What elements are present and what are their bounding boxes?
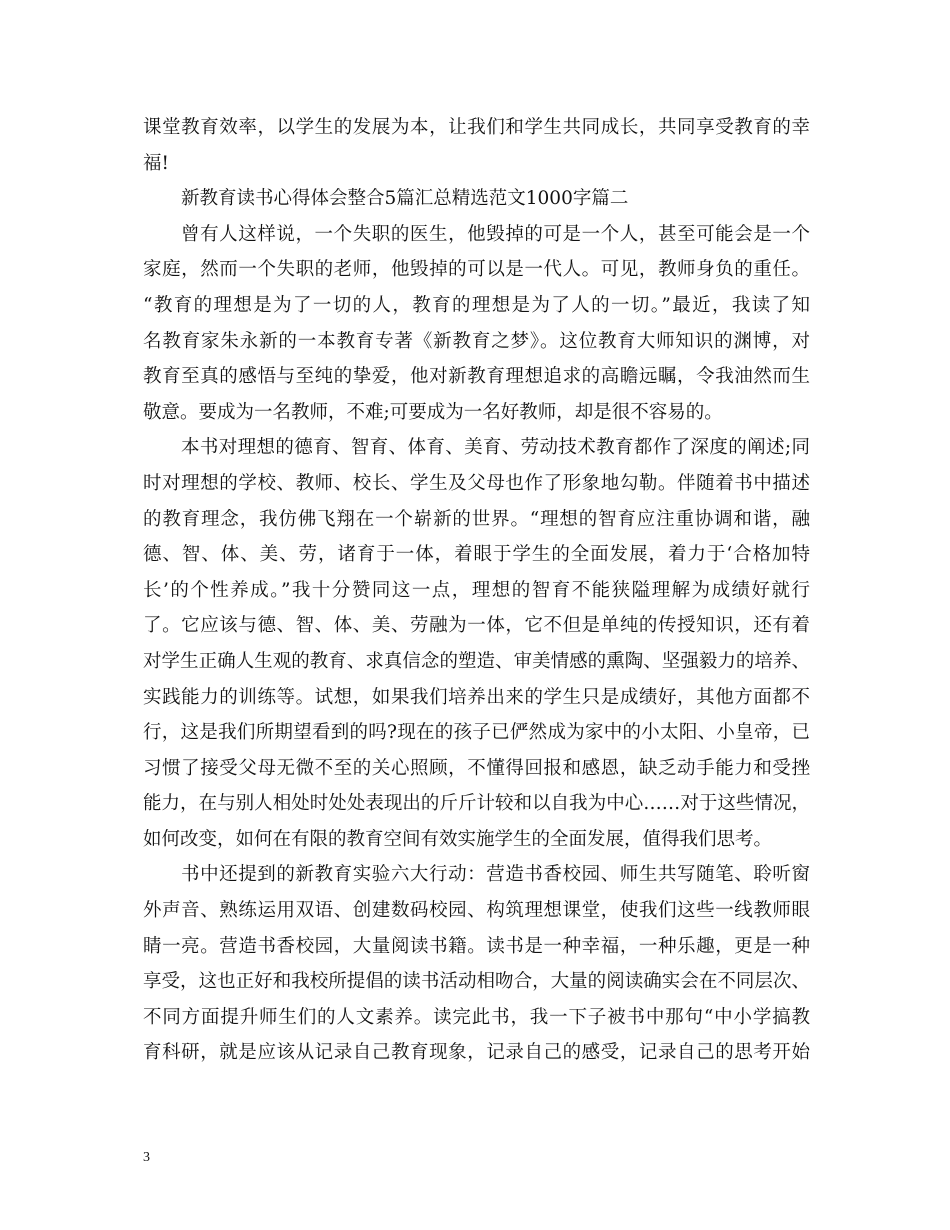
text-line: 享受，这也正好和我校所提倡的读书活动相吻合，大量的阅读确实会在不同层次、 [143, 971, 810, 993]
paragraph [143, 110, 810, 181]
text-line: 本书对理想的德育、智育、体育、美育、劳动技术教育都作了深度的阐述;同 [181, 437, 810, 459]
text-line: 名教育家朱永新的一本教育专著《新教育之梦》。这位教育大师知识的渊博，对 [143, 330, 810, 352]
text-line: 了。它应该与德、智、体、美、劳融为一体，它不但是单纯的传授知识，还有着 [143, 615, 810, 637]
paragraph [143, 857, 810, 1071]
text-line: “教育的理想是为了一切的人，教育的理想是为了人的一切。”最近，我读了知 [143, 294, 810, 316]
text-line: 时对理想的学校、教师、校长、学生及父母也作了形象地勾勒。伴随着书中描述 [143, 472, 810, 494]
text-line: 睛一亮。营造书香校园，大量阅读书籍。读书是一种幸福，一种乐趣，更是一种 [143, 935, 810, 957]
text-line: 的教育理念，我仿佛飞翔在一个崭新的世界。“理想的智育应注重协调和谐，融 [143, 508, 810, 530]
text-line: 新教育读书心得体会整合5篇汇总精选范文1000字篇二 [181, 188, 629, 210]
text-line: 习惯了接受父母无微不至的关心照顾，不懂得回报和感恩，缺乏动手能力和受挫 [143, 757, 810, 779]
paragraph [143, 217, 810, 431]
text-line: 能力，在与别人相处时处处表现出的斤斤计较和以自我为中心……对于这些情况， [143, 793, 810, 815]
text-line: 对学生正确人生观的教育、求真信念的塑造、审美情感的熏陶、坚强毅力的培养、 [143, 650, 810, 672]
text-line: 如何改变，如何在有限的教育空间有效实施学生的全面发展，值得我们思考。 [143, 828, 773, 850]
text-line: 家庭，然而一个失职的老师，他毁掉的可以是一代人。可见，教师身负的重任。 [143, 259, 810, 281]
document-body [143, 110, 810, 1071]
page-number: 3 [143, 1150, 150, 1165]
text-line: 教育至真的感悟与至纯的挚爱，他对新教育理想追求的高瞻远瞩，令我油然而生 [143, 366, 810, 388]
text-line: 育科研，就是应该从记录自己教育现象，记录自己的感受，记录自己的思考开始 [143, 1042, 810, 1064]
paragraph [143, 430, 810, 857]
text-line: 长’的个性养成。”我十分赞同这一点，理想的智育不能狭隘理解为成绩好就行 [143, 579, 810, 601]
text-line: 课堂教育效率，以学生的发展为本，让我们和学生共同成长，共同享受教育的幸 [143, 117, 810, 138]
text-line: 德、智、体、美、劳，诸育于一体，着眼于学生的全面发展，着力于‘合格加特 [143, 544, 810, 566]
text-line: 敬意。要成为一名教师，不难;可要成为一名好教师，却是很不容易的。 [143, 401, 723, 423]
text-line: 实践能力的训练等。试想，如果我们培养出来的学生只是成绩好，其他方面都不 [143, 686, 810, 708]
text-line: 书中还提到的新教育实验六大行动：营造书香校园、师生共写随笔、聆听窗 [181, 864, 810, 886]
text-line: 行，这是我们所期望看到的吗?现在的孩子已俨然成为家中的小太阳、小皇帝，已 [143, 722, 810, 744]
text-line: 曾有人这样说，一个失职的医生，他毁掉的可是一个人，甚至可能会是一个 [181, 223, 810, 245]
text-line: 外声音、熟练运用双语、创建数码校园、构筑理想课堂，使我们这些一线教师眼 [143, 900, 810, 922]
text-line: 福! [143, 152, 169, 174]
paragraph [143, 181, 810, 217]
text-line: 不同方面提升师生们的人文素养。读完此书，我一下子被书中那句“中小学搞教 [143, 1006, 810, 1028]
